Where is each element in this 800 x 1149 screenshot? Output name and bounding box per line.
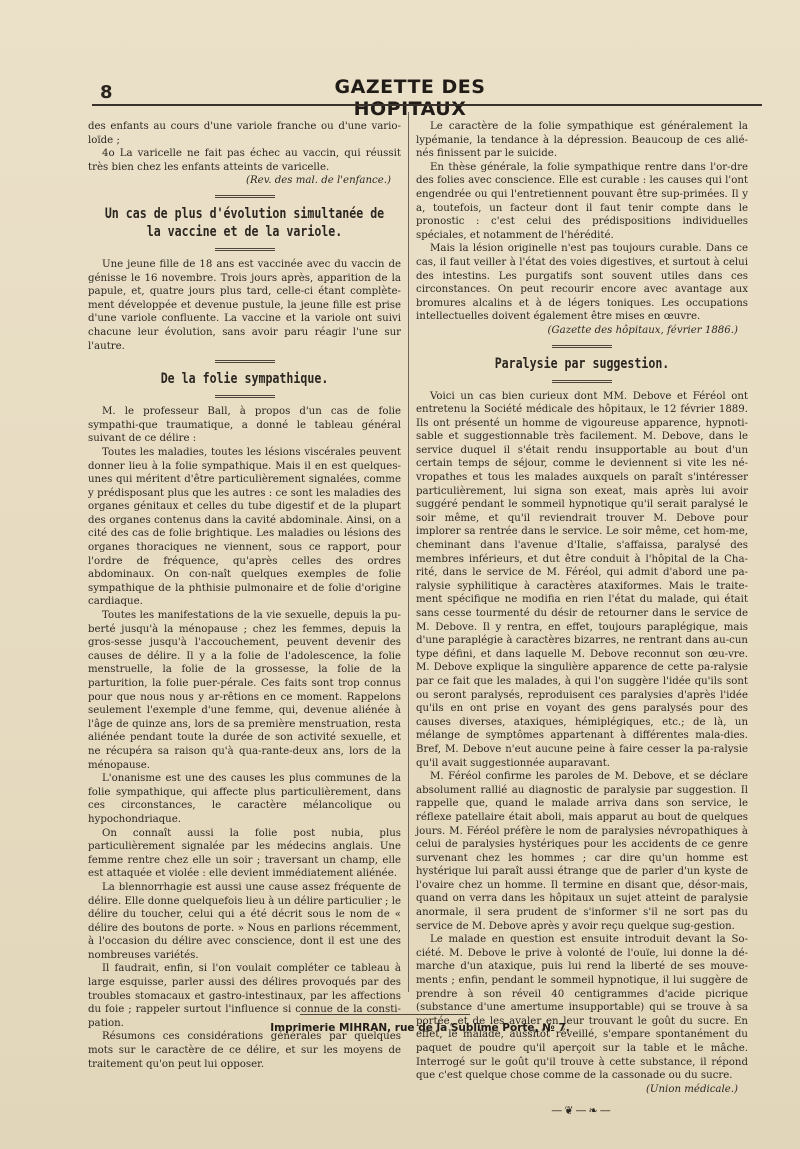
section-rule	[552, 345, 612, 348]
source-citation: (Union médicale.)	[645, 1083, 738, 1095]
article-heading: Un cas de plus d'évolution simultanée de la vaccine et de la variole.	[104, 205, 385, 240]
paragraph: La blennorrhagie est aussi une cause assez fréquente de délire. Elle donne quelquefois lieu à un délire particulier ; le délire du toucher, celui qui a été décrit sous le nom de « délire des boutons de porte. » Nous en parlions récemment, à l'occasion du délire avec conscience, dont il est une des nombreuses variétés.	[88, 881, 401, 961]
source-citation: (Rev. des mal. de l'enfance.)	[246, 175, 391, 187]
paragraph: On connaît aussi la folie post nubia, plus particulièrement signalée par les médecins anglais. Une femme rentre chez elle un soir ; traversant un champ, elle est attaquée et violée : elle devient immédiatement aliénée.	[88, 827, 401, 880]
paragraph: Toutes les manifestations de la vie sexuelle, depuis la pu-berté jusqu'à la ménopause ; chez les femmes, depuis la gros-sesse jusqu'à l'accouchement, peuvent devenir des causes de délire. Il y a la folie de l'adolescence, la folie menstruelle, la folie de la grossesse, la folie de la parturition, la folie puer-pérale. Ces faits sont trop connus pour que nous nous y ar-rêtions en ce moment. Rappelons seulement l'exemple d'une femme, qui, devenue aliénée à l'âge de quinze ans, lors de sa première menstruation, resta aliénée pendant toute la durée de son activité sexuelle, et ne récupéra sa raison qu'à qua-rante-deux ans, lors de la ménopause.	[88, 610, 401, 771]
paragraph: En thèse générale, la folie sympathique rentre dans l'or-dre des folies avec conscience. Elle est curable : les causes qui l'ont engendrée ou qui l'entretiennent pouvant être sup-primées. Il y a, toutefois, un facteur dont il faut tenir compte dans le pronostic : c'est celui des prédispositions individuelles spéciales, et notamment de l'hérédité.	[416, 161, 748, 241]
source-citation: (Gazette des hôpitaux, février 1886.)	[547, 324, 738, 336]
paragraph: Il faudrait, enfin, si l'on voulait compléter ce tableau à large esquisse, parler aussi des délires provoqués par des troubles stomacaux et gastro-intestinaux, par les affections du foie ; rappeler surtout l'influence si connue de la consti-pation.	[88, 963, 401, 1029]
paragraph: Une jeune fille de 18 ans est vaccinée avec du vaccin de génisse le 16 novembre. Trois jours après, apparition de la papule, et, quatre jours plus tard, celle-ci étant complète-ment développée et devenue pustule, la jeune fille est prise d'une variole confluente. La vaccine et la variole ont suivi chacune leur évolution, sans avoir paru réagir l'une sur l'autre.	[88, 258, 401, 352]
header-rule	[92, 104, 762, 106]
paragraph: des enfants au cours d'une variole franche ou d'une vario-loïde ;	[88, 121, 401, 146]
right-column	[416, 120, 748, 1118]
masthead-title: GAZETTE DES HOPITAUX	[334, 76, 486, 120]
article-heading: Paralysie par suggestion.	[494, 355, 670, 372]
section-rule	[215, 360, 275, 363]
paragraph: Le caractère de la folie sympathique est généralement la lypémanie, la tendance à la dépression. Beaucoup de ces alié-nés finissent par le suicide.	[416, 121, 748, 160]
paragraph: M. Féréol confirme les paroles de M. Debove, et se déclare absolument rallié au diagnostic de paralysie par suggestion. Il rappelle que, quand le malade arriva dans son service, le réflexe patellaire était aboli, mais apparut au bout de quelques jours. M. Féréol préfère le nom de paralysies névropathiques à celui de paralysies hystériques pour les accidents de ce genre survenant chez les hommes ; car dire qu'un homme est hystérique lui paraît aussi étrange que de parler d'un kyste de l'ovaire chez un homme. Il termine en disant que, désor-mais, quand on verra dans les hôpitaux un sujet atteint de paralysie anormale, il sera prudent de s'informer s'il ne sort pas du service de M. Debove après y avoir reçu quelque sug-gestion.	[416, 771, 748, 932]
section-rule	[215, 395, 275, 398]
section-rule	[552, 380, 612, 383]
paragraph: Résumons ces considérations générales par quelques mots sur le caractère de ce délire, et sur les moyens de traitement qu'on peut lui opposer.	[88, 1031, 401, 1070]
ornament-divider: —❦—❧—	[551, 1104, 613, 1118]
paragraph: Mais la lésion originelle n'est pas toujours curable. Dans ce cas, il faut veiller à l'état des voies digestives, et surtout à celui des intestins. Les purgatifs sont souvent utiles dans ces circonstances. On peut recourir encore avec avantage aux bromures alcalins et à de légers toniques. Les occupations intellectuelles doivent également être mises en œuvre.	[416, 243, 748, 323]
printer-imprint: Imprimerie MIHRAN, rue de la Sublime Porte, № 7.	[270, 1022, 570, 1034]
paragraph: Toutes les maladies, toutes les lésions viscérales peuvent donner lieu à la folie sympathique. Mais il en est quelques-unes qui méritent d'être particulièrement signalées, comme y prédisposant plus que les autres : ce sont les maladies des organes génitaux et celles du tube digestif et de la plupart des organes contenus dans la cavité abdominale. Ainsi, on a cité des cas de folie brightique. Les maladies ou lésions des organes thoraciques ne viennent, sous ce rapport, pour l'ordre de fréquence, qu'après celles des ordres abdominaux. On con-naît quelques exemples de folie sympathique de la phthisie pulmonaire et de folie d'origine cardiaque.	[88, 446, 401, 608]
paragraph: Le malade en question est ensuite introduit devant la So-ciété. M. Debove le prive à volonté de l'ouïe, lui donne la dé-marche d'un ataxique, puis lui rend la liberté de ses mouve-ments ; enfin, pendant le sommeil hypnotique, il lui suggère de prendre à son réveil 40 centigrammes d'acide picrique (substance d'une amertume insupportable) qui se trouve à sa portée, et de les avaler en leur trouvant le goût du sucre. En effet, le malade, aussitôt réveillé, s'empare spontanément du paquet de poudre qu'il aperçoit sur la table et le mâche. Interrogé sur le goût qu'il trouve à cette substance, il répond que c'est quelque chose comme de la cassonade ou du sucre.	[416, 934, 748, 1082]
page-number: 8	[100, 82, 113, 103]
footer-rule	[300, 1014, 470, 1015]
paragraph: Voici un cas bien curieux dont MM. Debove et Féréol ont entretenu la Société médicale des hôpitaux, le 12 février 1889. Ils ont présenté un homme de vigoureuse apparence, hypnoti-sable et suggestionnable très facilement. M. Debove, dans le service duquel il s'était rendu insupportable au bout d'un certain temps de séjour, comme le deviennent si vite les né-vropathes et tous les malades auxquels on paraît s'intéresser particulièrement, lui signa son exeat, mais après lui avoir suggéré pendant le sommeil hypnotique qu'il serait paralysé le soir même, et qu'il reviendrait trouver M. Debove pour implorer sa rentrée dans le service. Le soir même, cet hom-me, cheminant dans l'avenue d'Italie, s'affaissa, paralysé des membres inférieurs, et dut être conduit à l'hôpital de la Cha-rité, dans le service de M. Féréol, qui admit d'abord une pa-ralysie syphilitique à caractères ataxiformes. Mais le traite-ment spécifique ne modifia en rien l'état du malade, qui était sans cesse tourmenté du désir de retourner dans le service de M. Debove. Il y rentra, en effet, toujours paraplégique, mais d'une paraplégie à caractères bizarres, ne rentrant dans au-cun type défini, et dans laquelle M. Debove reconnut son œu-vre. M. Debove explique la singulière apparence de cette pa-ralysie par ce fait que les malades, à qui l'on suggère l'idée qu'ils sont ou seront paralysés, reproduisent ces paralysies d'après l'idée qu'ils en ont prise en voyant des gens paralysés pour des causes diverses, ataxiques, hémiplégiques, etc.; de là, un mélange de symptômes appartenant à différentes mala-dies. Bref, M. Debove n'eut aucune peine à faire cesser la pa-ralysie qu'il avait suggestionnée auparavant.	[416, 390, 748, 769]
paragraph: M. le professeur Ball, à propos d'un cas de folie sympathi-que traumatique, a donné le tableau général suivant de ce délire :	[88, 406, 401, 445]
column-divider	[408, 112, 409, 992]
left-column	[88, 120, 401, 1071]
article-heading: De la folie sympathique.	[160, 371, 329, 388]
section-rule	[215, 248, 275, 251]
paragraph: 4o La varicelle ne fait pas échec au vaccin, qui réussit très bien chez les enfants atteints de varicelle.	[88, 148, 401, 173]
section-rule	[215, 195, 275, 198]
paragraph: L'onanisme est une des causes les plus communes de la folie sympathique, qui affecte plus particulièrement, dans ces circonstances, le caractère mélancolique ou hypochondriaque.	[88, 773, 401, 825]
